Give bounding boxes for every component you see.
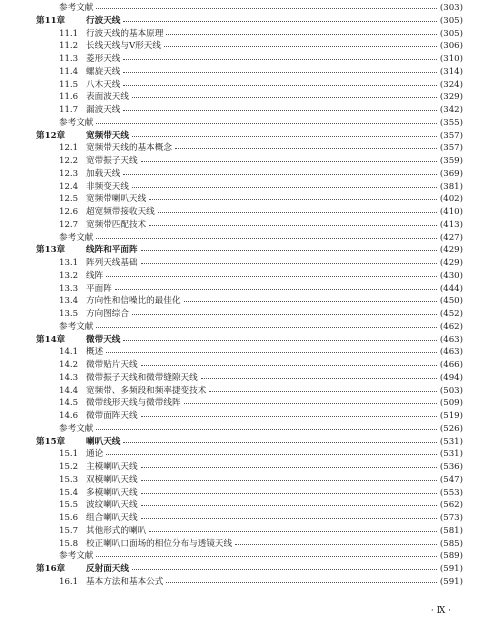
dot-leader xyxy=(106,276,437,277)
page-ref: (429) xyxy=(439,245,463,256)
section-number: 13.5 xyxy=(59,309,79,319)
dot-leader xyxy=(132,136,437,137)
chapter-number: 第11章 xyxy=(36,15,66,26)
references-label: 参考文献 xyxy=(59,117,94,128)
dot-leader xyxy=(96,327,437,328)
dot-leader xyxy=(132,569,437,570)
section-title: 宽频带喇叭天线 xyxy=(86,194,147,205)
dot-leader xyxy=(141,493,437,494)
page-ref: (519) xyxy=(439,411,463,421)
dot-leader xyxy=(123,59,437,60)
page-ref: (429) xyxy=(439,258,463,268)
dot-leader xyxy=(164,46,437,47)
section-number: 14.5 xyxy=(59,398,79,409)
section-number: 15.7 xyxy=(59,525,79,536)
dot-leader xyxy=(141,161,437,162)
page-ref: (452) xyxy=(439,309,463,319)
page-ref: (509) xyxy=(439,398,463,409)
section-number: 12.5 xyxy=(59,194,79,205)
section-title: 宽频带天线的基本概念 xyxy=(86,143,172,154)
page-ref: (466) xyxy=(439,360,463,370)
section-title: 微带面阵天线 xyxy=(86,411,138,421)
section-title: 超宽频带接收天线 xyxy=(86,207,155,217)
page-ref: (342) xyxy=(439,105,463,115)
page-ref: (430) xyxy=(439,270,463,281)
section-number: 12.6 xyxy=(59,207,79,217)
section-title: 双模喇叭天线 xyxy=(86,474,138,485)
dot-leader xyxy=(141,365,437,366)
dot-leader xyxy=(149,199,437,200)
page-ref: (573) xyxy=(439,513,463,523)
dot-leader xyxy=(115,289,437,290)
dot-leader xyxy=(141,505,437,506)
dot-leader xyxy=(141,250,437,251)
dot-leader xyxy=(201,378,437,379)
page-ref: (581) xyxy=(439,525,463,536)
section-title: 表面波天线 xyxy=(86,92,129,103)
references-label: 参考文献 xyxy=(59,423,94,434)
dot-leader xyxy=(141,480,437,481)
section-number: 12.2 xyxy=(59,156,79,166)
dot-leader xyxy=(123,442,437,443)
references-label: 参考文献 xyxy=(59,321,94,332)
section-title: 八木天线 xyxy=(86,79,121,90)
dot-leader xyxy=(141,467,437,468)
section-number: 15.8 xyxy=(59,538,79,549)
dot-leader xyxy=(123,174,437,175)
section-number: 14.6 xyxy=(59,411,79,421)
chapter-title: 反射面天线 xyxy=(86,564,129,574)
section-title: 阵列天线基础 xyxy=(86,258,138,268)
dot-leader xyxy=(132,187,437,188)
page-ref: (462) xyxy=(439,321,463,332)
page-ref: (531) xyxy=(439,436,463,447)
section-title: 波纹喇叭天线 xyxy=(86,500,138,511)
page-ref: (306) xyxy=(439,41,463,52)
page-ref: (324) xyxy=(439,79,463,90)
section-title: 方向性和信噪比的最佳化 xyxy=(86,296,181,307)
section-number: 15.6 xyxy=(59,513,79,523)
section-number: 14.1 xyxy=(59,347,79,358)
chapter-title: 线阵和平面阵 xyxy=(86,245,138,256)
dot-leader xyxy=(132,314,437,315)
section-number: 13.1 xyxy=(59,258,79,268)
dot-leader xyxy=(96,429,437,430)
section-title: 主模喇叭天线 xyxy=(86,462,138,472)
section-number: 12.7 xyxy=(59,219,79,230)
dot-leader xyxy=(235,544,437,545)
page-ref: (547) xyxy=(439,474,463,485)
section-title: 宽带振子天线 xyxy=(86,156,138,166)
page-ref: (562) xyxy=(439,500,463,511)
section-number: 15.1 xyxy=(59,449,79,460)
section-number: 14.2 xyxy=(59,360,79,370)
dot-leader xyxy=(166,34,437,35)
section-number: 13.3 xyxy=(59,283,79,294)
page-ref: (381) xyxy=(439,181,463,192)
section-number: 12.1 xyxy=(59,143,79,154)
section-number: 11.6 xyxy=(59,92,79,103)
section-number: 11.1 xyxy=(59,28,79,39)
section-title: 方向图综合 xyxy=(86,309,129,319)
section-title: 微带贴片天线 xyxy=(86,360,138,370)
section-title: 微带线形天线与微带线阵 xyxy=(86,398,181,409)
section-title: 通论 xyxy=(86,449,104,460)
page-ref: (305) xyxy=(439,28,463,39)
section-number: 11.7 xyxy=(59,105,79,115)
chapter-title: 行波天线 xyxy=(86,15,121,26)
page-ref: (463) xyxy=(439,347,463,358)
page-ref: (444) xyxy=(439,283,463,294)
page-ref: (585) xyxy=(439,538,463,549)
page-ref: (314) xyxy=(439,66,463,77)
page-ref: (526) xyxy=(439,423,463,434)
dot-leader xyxy=(106,454,437,455)
section-title: 行波天线的基本原理 xyxy=(86,28,164,39)
page-ref: (310) xyxy=(439,54,463,64)
page-ref: (591) xyxy=(439,564,463,574)
section-number: 12.4 xyxy=(59,181,79,192)
section-number: 14.4 xyxy=(59,385,79,396)
chapter-number: 第14章 xyxy=(36,334,66,345)
page-ref: (450) xyxy=(439,296,463,307)
page-ref: (553) xyxy=(439,487,463,498)
page-ref: (463) xyxy=(439,334,463,345)
section-title: 组合喇叭天线 xyxy=(86,513,138,523)
section-number: 15.2 xyxy=(59,462,79,472)
page-ref: (591) xyxy=(439,576,463,587)
dot-leader xyxy=(123,340,437,341)
page-ref: (531) xyxy=(439,449,463,460)
dot-leader xyxy=(123,85,437,86)
page-ref: (357) xyxy=(439,130,463,141)
page-ref: (359) xyxy=(439,156,463,166)
page-ref: (369) xyxy=(439,168,463,179)
dot-leader xyxy=(158,212,437,213)
section-title: 长线天线与V形天线 xyxy=(86,41,161,52)
section-number: 11.2 xyxy=(59,41,79,52)
dot-leader xyxy=(141,518,437,519)
dot-leader xyxy=(123,72,437,73)
references-label: 参考文献 xyxy=(59,232,94,243)
page-ref: (536) xyxy=(439,462,463,472)
dot-leader xyxy=(166,582,437,583)
dot-leader xyxy=(149,225,437,226)
section-title: 其他形式的喇叭 xyxy=(86,525,147,536)
section-number: 13.4 xyxy=(59,296,79,307)
dot-leader xyxy=(96,556,437,557)
section-title: 非频变天线 xyxy=(86,181,129,192)
page-ref: (329) xyxy=(439,92,463,103)
chapter-number: 第16章 xyxy=(36,564,66,574)
dot-leader xyxy=(175,148,437,149)
section-title: 基本方法和基本公式 xyxy=(86,576,164,587)
page-ref: (427) xyxy=(439,232,463,243)
section-number: 15.4 xyxy=(59,487,79,498)
section-number: 15.3 xyxy=(59,474,79,485)
section-title: 加载天线 xyxy=(86,168,121,179)
chapter-title: 宽频带天线 xyxy=(86,130,129,141)
dot-leader xyxy=(141,416,437,417)
dot-leader xyxy=(96,123,437,124)
chapter-title: 喇叭天线 xyxy=(86,436,121,447)
section-title: 平面阵 xyxy=(86,283,112,294)
page-ref: (503) xyxy=(439,385,463,396)
page-ref: (402) xyxy=(439,194,463,205)
page-ref: (305) xyxy=(439,15,463,26)
dot-leader xyxy=(209,391,437,392)
section-number: 15.5 xyxy=(59,500,79,511)
section-title: 多模喇叭天线 xyxy=(86,487,138,498)
page-ref: (410) xyxy=(439,207,463,217)
section-title: 线阵 xyxy=(86,270,104,281)
section-number: 11.5 xyxy=(59,79,79,90)
section-number: 11.4 xyxy=(59,66,79,77)
page-ref: (355) xyxy=(439,117,463,128)
chapter-number: 第15章 xyxy=(36,436,66,447)
dot-leader xyxy=(184,403,437,404)
chapter-number: 第13章 xyxy=(36,245,66,256)
section-number: 13.2 xyxy=(59,270,79,281)
dot-leader xyxy=(141,263,437,264)
dot-leader xyxy=(123,110,437,111)
page-ref: (589) xyxy=(439,551,463,562)
dot-leader xyxy=(96,8,437,9)
section-number: 16.1 xyxy=(59,576,79,587)
chapter-number: 第12章 xyxy=(36,130,66,141)
section-number: 14.3 xyxy=(59,372,79,383)
section-title: 宽频带、多频段和频率捷变技术 xyxy=(86,385,207,396)
page-ref: (357) xyxy=(439,143,463,154)
page-ref: (494) xyxy=(439,372,463,383)
section-title: 微带振子天线和微带缝隙天线 xyxy=(86,372,198,383)
references-label: 参考文献 xyxy=(59,3,94,13)
section-title: 概述 xyxy=(86,347,104,358)
dot-leader xyxy=(149,531,437,532)
section-title: 校正喇叭口面场的相位分布与透镜天线 xyxy=(86,538,233,549)
toc-section-row xyxy=(0,574,491,590)
chapter-title: 微带天线 xyxy=(86,334,121,345)
dot-leader xyxy=(106,352,437,353)
page-number: · Ⅸ · xyxy=(430,606,451,616)
dot-leader xyxy=(184,301,437,302)
dot-leader xyxy=(132,97,437,98)
section-title: 螺旋天线 xyxy=(86,66,121,77)
references-label: 参考文献 xyxy=(59,551,94,562)
page-ref: (303) xyxy=(439,3,463,13)
section-title: 漏波天线 xyxy=(86,105,121,115)
page-ref: (413) xyxy=(439,219,463,230)
section-title: 菱形天线 xyxy=(86,54,121,64)
section-number: 12.3 xyxy=(59,168,79,179)
section-number: 11.3 xyxy=(59,54,79,64)
section-title: 宽频带匹配技术 xyxy=(86,219,147,230)
dot-leader xyxy=(123,21,437,22)
dot-leader xyxy=(96,238,437,239)
